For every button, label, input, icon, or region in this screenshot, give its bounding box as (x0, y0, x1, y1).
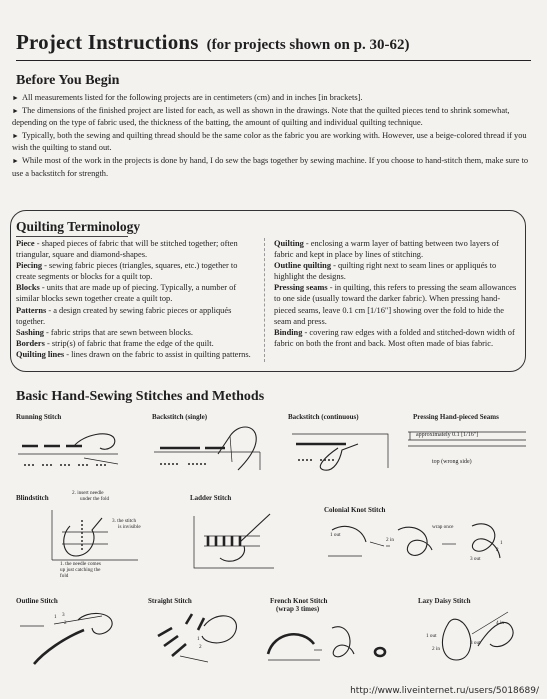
bullet-marker: ► (12, 132, 19, 141)
straight-stitch-illustration (146, 606, 256, 668)
term-entry: Outline quilting - quilting right next to seam lines or appliqués to highlight the designs. (274, 261, 497, 282)
blindstitch-note-3: 3. the stitch (112, 518, 137, 524)
straight-mark-1: 1 (197, 636, 200, 642)
running-stitch-illustration (14, 424, 124, 474)
blindstitch-note-1b: up just catching the (60, 567, 101, 573)
term-entry: Quilting lines - lines drawn on the fabric to assist in quilting patterns. (16, 349, 251, 359)
watermark-url: http://www.liveinternet.ru/users/5018689/ (350, 686, 539, 696)
label-ladder-stitch: Ladder Stitch (190, 494, 232, 502)
before-bullets (12, 92, 532, 181)
outline-mark-2: 2 (64, 620, 67, 626)
lazy-4-in: 4 in (496, 620, 504, 626)
terminology-right-column (274, 238, 518, 349)
term-entry: Quilting - enclosing a warm layer of batting between two layers of fabric and kept in place by lines of stitching. (274, 239, 499, 260)
blindstitch-note-1: 1. the needle comes (60, 561, 101, 567)
outline-stitch-illustration (14, 608, 124, 668)
label-outline-stitch: Outline Stitch (16, 597, 58, 605)
colonial-mark-2: 2 (496, 547, 499, 553)
label-blindstitch: Blindstitch (16, 494, 49, 502)
term-entry: Borders - strip(s) of fabric that frame the edge of the quilt. (16, 338, 214, 348)
before-heading: Before You Begin (16, 73, 120, 88)
label-french-knot: French Knot Stitch (270, 597, 328, 605)
lazy-3-out: 3 out (470, 640, 481, 646)
title-rule (16, 60, 531, 61)
term-entry: Piecing - sewing fabric pieces (triangles, squares, etc.) together to create segments or blocks for a quilt top. (16, 261, 238, 282)
backstitch-continuous-illustration (288, 424, 398, 474)
bullet-item: ► All measurements listed for the following projects are in centimeters (cm) and in inches [in brackets]. (12, 92, 532, 104)
blindstitch-note-2b: under the fold (80, 496, 110, 502)
colonial-1-out: 1 out (330, 532, 341, 538)
label-french-knot-sub: (wrap 3 times) (276, 605, 320, 613)
bullet-item: ► While most of the work in the projects is done by hand, I do sew the bags together by sewing machine. If you choose to hand-stitch them, make sure to use a backstitch for strength. (12, 156, 529, 178)
backstitch-single-illustration (150, 422, 265, 474)
blindstitch-note-3b: is invisible (118, 524, 141, 530)
term-entry: Binding - covering raw edges with a folded and stitched-down width of fabric on both the front and back. Most often made of bias fabric. (274, 327, 515, 348)
blindstitch-note-1c: fold (60, 573, 69, 579)
lazy-1-out: 1 out (426, 633, 437, 639)
label-backstitch-single: Backstitch (single) (152, 413, 208, 421)
bullet-marker: ► (12, 94, 19, 102)
outline-mark-3: 3 (62, 612, 65, 618)
label-lazy-daisy: Lazy Daisy Stitch (418, 597, 471, 605)
blindstitch-illustration (42, 500, 152, 570)
term-entry: Blocks - units that are made up of piecing. Typically, a number of similar blocks sewn together create a quilt top. (16, 283, 237, 304)
outline-mark-1: 1 (54, 614, 57, 620)
label-running-stitch: Running Stitch (16, 413, 62, 421)
colonial-3-out: 3 out (470, 556, 481, 562)
pressing-top-note: top (wrong side) (432, 459, 472, 465)
ladder-stitch-illustration (190, 506, 280, 576)
terminology-heading: Quilting Terminology (16, 219, 141, 234)
label-colonial-knot: Colonial Knot Stitch (324, 506, 386, 514)
french-knot-illustration (262, 614, 392, 670)
page-title (16, 30, 409, 55)
terminology-left-column (16, 238, 254, 360)
lazy-2-in: 2 in (432, 646, 440, 652)
colonial-mark-1: 1 (500, 540, 503, 546)
straight-mark-2: 2 (199, 644, 202, 650)
colonial-2-in: 2 in (386, 537, 394, 543)
term-entry: Pressing seams - in quilting, this refers to pressing the seam allowances to one side (usually toward the darker fabric). When pressing hand-pieced seams, leave 0.1 cm [1/16"] showing over the fold to hide the seam and press. (274, 283, 517, 326)
bullet-marker: ► (12, 157, 19, 166)
bullet-item: ► Typically, both the sewing and quilting thread should be the same color as the fabric you are working with. However, use a beige-colored thread if you wish the quilting to stand out. (12, 131, 527, 153)
term-entry: Sashing - fabric strips that are sewn between blocks. (16, 327, 194, 337)
term-entry: Patterns - a design created by sewing fabric pieces or appliqués together. (16, 305, 232, 326)
term-entry: Piece - shaped pieces of fabric that will be stitched together; often triangular, square and diamond-shapes. (16, 239, 238, 260)
blindstitch-note-2: 2. insert needle (72, 490, 104, 496)
label-straight-stitch: Straight Stitch (148, 597, 192, 605)
pressing-approx-note: approximately 0.1 [1/16"] (416, 432, 479, 438)
bullet-item: ► The dimensions of the finished project are listed for each, as well as shown in the drawings. Note that the quilted pieces tend to shrink somewhat, depending on the type of fabric used, the thickness of the batting, the amount of quilting and individual quilting technique. (12, 106, 510, 128)
column-divider (264, 238, 265, 362)
label-backstitch-continuous: Backstitch (continuous) (288, 413, 359, 421)
title-main: Project Instructions (16, 30, 199, 54)
stitches-heading: Basic Hand-Sewing Stitches and Methods (16, 389, 265, 404)
title-subtitle: (for projects shown on p. 30-62) (206, 37, 410, 53)
bullet-marker: ► (12, 107, 19, 116)
label-pressing-seams: Pressing Hand-pieced Seams (413, 413, 499, 421)
colonial-wrap-once: wrap once (432, 524, 454, 530)
